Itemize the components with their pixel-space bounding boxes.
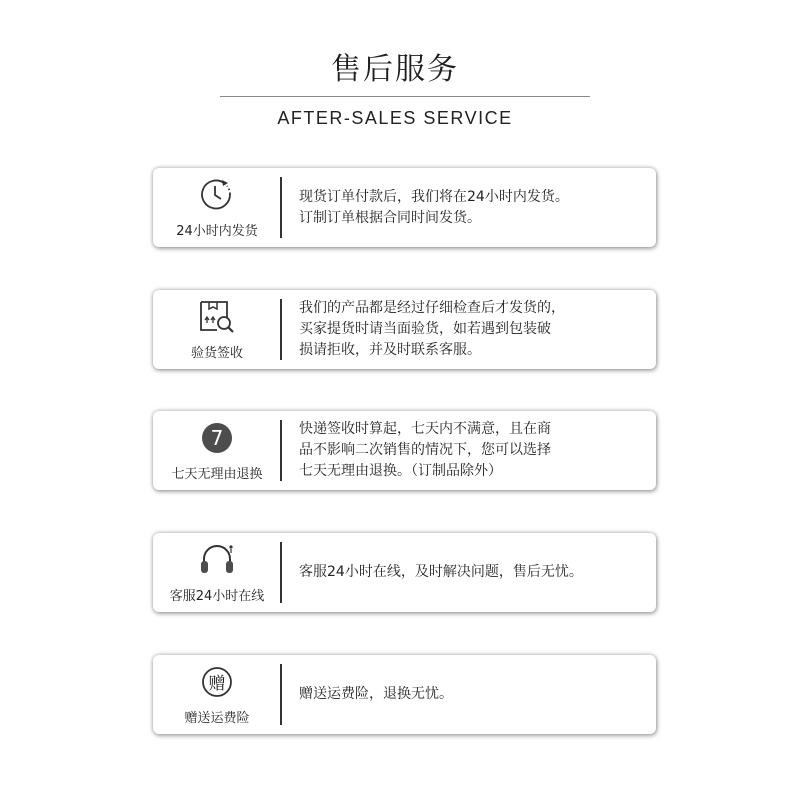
- clock-icon: [197, 174, 237, 214]
- service-card-header: [153, 411, 281, 490]
- service-card-inspection: [153, 290, 656, 369]
- service-label: 24小时内发货: [176, 224, 258, 239]
- service-label: 赠送运费险: [184, 711, 250, 726]
- service-card-shipping: [153, 168, 656, 247]
- service-card-insurance: [153, 655, 656, 734]
- service-description: [299, 533, 636, 612]
- title-divider: [220, 96, 590, 97]
- page-subtitle: AFTER-SALES SERVICE: [277, 108, 513, 128]
- service-description: [299, 411, 636, 490]
- service-description-line: 损请拒收，并及时联系客服。: [299, 342, 481, 358]
- card-separator: [280, 177, 282, 238]
- package-inspect-icon: [197, 296, 237, 336]
- service-label: 客服24小时在线: [169, 589, 265, 604]
- service-description-line: 我们的产品都是经过仔细检查后才发货的，: [299, 300, 565, 316]
- service-description-line: 品不影响二次销售的情况下，您可以选择: [299, 442, 551, 458]
- service-description-line: 赠送运费险，退换无忧。: [299, 686, 453, 702]
- service-description-line: 现货订单付款后，我们将在24小时内发货。: [299, 188, 569, 205]
- service-card-header: [153, 168, 281, 247]
- seven-days-icon-text: 7: [210, 426, 224, 450]
- service-card-return: [153, 411, 656, 490]
- service-label: 验货签收: [190, 346, 243, 361]
- seven-days-icon: [197, 417, 237, 457]
- service-description-line: 订制订单根据合同时间发货。: [299, 209, 481, 226]
- gift-insurance-icon-text: 赠: [208, 674, 226, 694]
- service-description: [299, 290, 636, 369]
- card-separator: [280, 664, 282, 725]
- service-description-line: 七天无理由退换。（订制品除外）: [299, 463, 502, 479]
- service-description-line: 客服24小时在线，及时解决问题，售后无忧。: [299, 564, 583, 580]
- service-label: 七天无理由退换: [171, 467, 263, 482]
- service-description-line: 买家提货时请当面验货，如若遇到包装破: [299, 321, 551, 337]
- card-separator: [280, 420, 282, 481]
- service-card-header: [153, 533, 281, 612]
- card-separator: [280, 299, 282, 360]
- service-card-header: [153, 290, 281, 369]
- headset-icon: [197, 539, 237, 579]
- service-description-line: 快递签收时算起，七天内不满意，且在商: [299, 421, 551, 437]
- service-description: [299, 168, 636, 247]
- gift-insurance-icon: [197, 661, 237, 701]
- card-separator: [280, 542, 282, 603]
- service-description: [299, 655, 636, 734]
- service-card-support: [153, 533, 656, 612]
- service-card-header: [153, 655, 281, 734]
- page-title: 售后服务: [331, 52, 459, 87]
